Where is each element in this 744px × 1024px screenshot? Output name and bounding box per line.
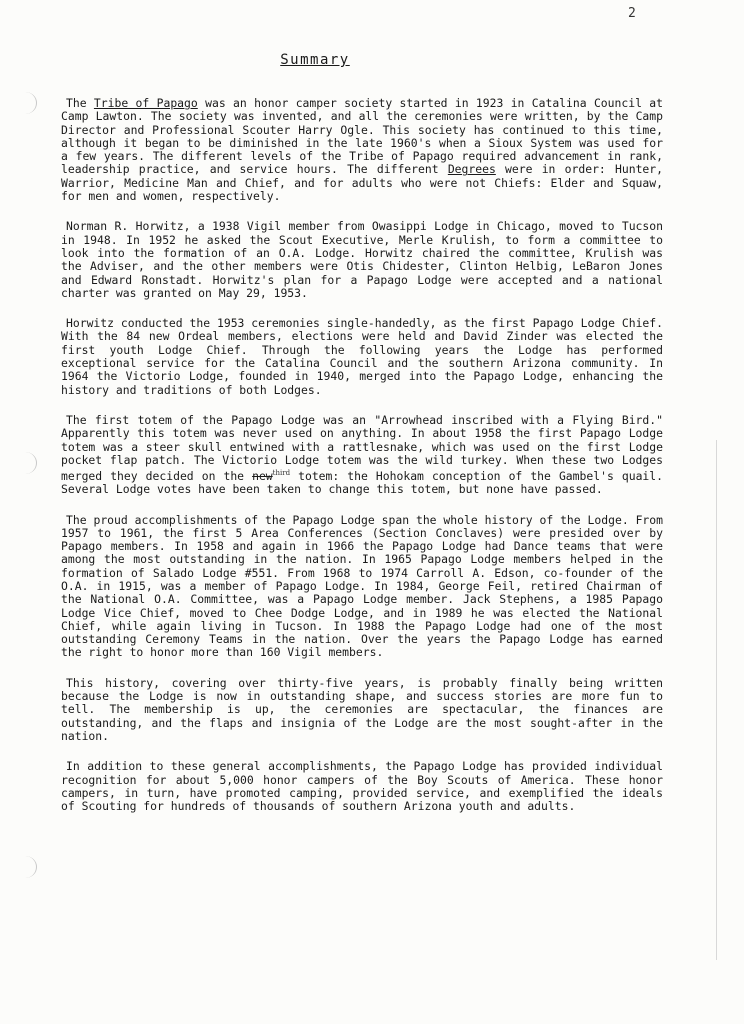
struck-word: new <box>252 468 273 483</box>
underlined-term: Degrees <box>447 162 496 177</box>
paragraph-lodge-founding: Norman R. Horwitz, a 1938 Vigil member from Owasippi Lodge in Chicago, moved to Tucson in 1948. In 1952 he asked the Scout Executive, Merle Krulish, to form a committee to look into the formation of an O.A. Lodge. Horwitz chaired the committee, Krulish was the Adviser, and the other members were Otis Chidester, Clinton Helbig, LeBaron Jones and Edward Ronstadt. Horwitz's plan for a Papago Lodge were accepted and a national charter was granted on May 29, 1953. <box>61 219 663 300</box>
punch-hole-mark <box>14 92 37 114</box>
handwritten-note: third <box>272 469 291 478</box>
text-span: were in order: Hunter, Warrior, Medicine Man and Chief, and for adults who were not Chiefs: Elder and Squaw, for men and women, respectively. <box>61 162 663 204</box>
punch-hole-mark <box>14 856 37 878</box>
document-body <box>61 97 663 830</box>
punch-hole-mark <box>14 452 37 474</box>
text-span: totem: the Hohokam conception of the Gambel's quail. Several Lodge votes have been taken to change this totem, but none have passed. <box>61 468 663 497</box>
page-number: 2 <box>628 6 636 21</box>
page-title: Summary <box>280 52 350 68</box>
paragraph-first-chief: Horwitz conducted the 1953 ceremonies single-handedly, as the first Papago Lodge Chief. With the 84 new Ordeal members, elections were held and David Zinder was elected the first youth Lodge Chief. Through the following years the Lodge has performed exceptional service for the Catalina Council and the southern Arizona community. In 1964 the Victorio Lodge, founded in 1940, merged into the Papago Lodge, enhancing the history and traditions of both Lodges. <box>61 316 663 397</box>
text-span: was an honor camper society started in 1923 in Catalina Council at Camp Lawton. The society was invented, and all the ceremonies were written, by the Camp Director and Professional Scouter Harry Ogle. This society has continued to this time, although it began to be diminished in the late 1960's when a Sioux System was used for a few years. The different levels of the Tribe of Papago required advancement in rank, leadership practice, and service hours. The different <box>61 96 664 177</box>
paragraph-totem <box>61 414 663 497</box>
underlined-term: Tribe of Papago <box>93 96 198 110</box>
paragraph-recognition: In addition to these general accomplishments, the Papago Lodge has provided individual recognition for about 5,000 honor campers of the Boy Scouts of America. These honor campers, in turn, have promoted camping, provided service, and exemplified the ideals of Scouting for hundreds of thousands of southern Arizona youth and adults. <box>61 759 663 814</box>
paragraph-tribe-of-papago <box>61 97 663 203</box>
paragraph-history: This history, covering over thirty-five years, is probably finally being written because the Lodge is now in outstanding shape, and success stories are more fun to tell. The membership is up, the ceremonies are spectacular, the finances are outstanding, and the flaps and insignia of the Lodge are the most sought-after in the nation. <box>61 675 663 743</box>
text-span: The first totem of the Papago Lodge was an "Arrowhead inscribed with a Flying Bird." Apparently this totem was never used on anything. In about 1958 the first Papago Lodge totem was a steer skull entwined with a rattlesnake, which was used on the first Lodge pocket flap patch. The Victorio Lodge totem was the wild turkey. When these two Lodges merged they decided on the <box>61 412 663 483</box>
page-edge-shadow <box>716 440 717 960</box>
text-span: The <box>66 96 94 110</box>
paragraph-accomplishments: The proud accomplishments of the Papago Lodge span the whole history of the Lodge. From 1957 to 1961, the first 5 Area Conferences (Section Conclaves) were presided over by Papago members. In 1958 and again in 1966 the Papago Lodge had Dance teams that were among the most outstanding in the nation. In 1965 Papago Lodge members helped in the formation of Salado Lodge #551. From 1968 to 1974 Carroll A. Edson, co-founder of the O.A. in 1915, was a member of Papago Lodge. In 1984, George Feil, retired Chairman of the National O.A. Committee, was a Papago Lodge member. Jack Stephens, a 1985 Papago Lodge Vice Chief, moved to Chee Dodge Lodge, and in 1989 he was elected the National Chief, while again living in Tucson. In 1988 the Papago Lodge had one of the most outstanding Ceremony Teams in the nation. Over the years the Papago Lodge has earned the right to honor more than 160 Vigil members. <box>61 512 663 660</box>
